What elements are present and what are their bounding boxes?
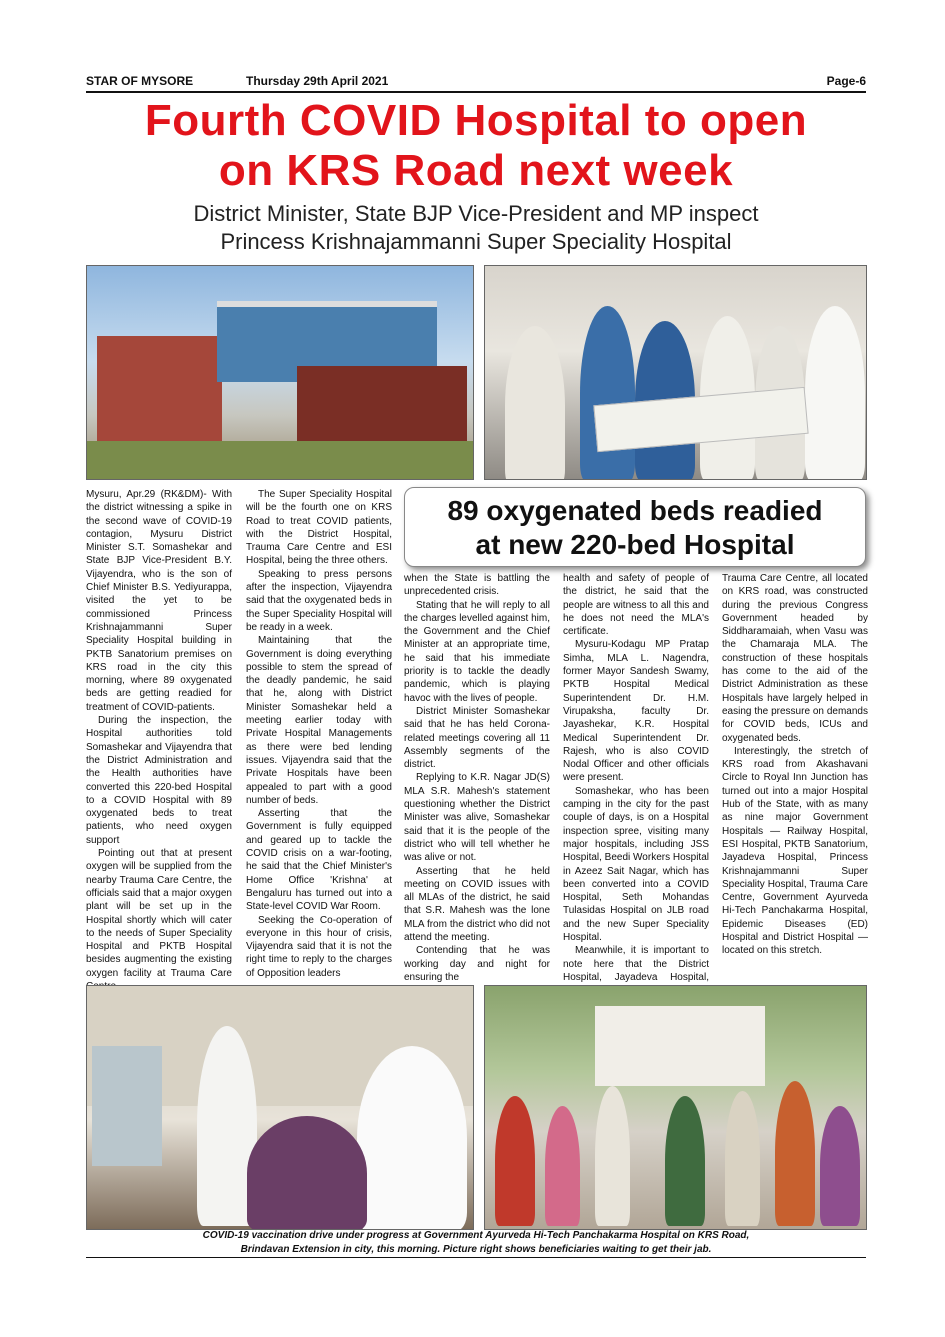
paragraph: The Super Speciality Hospital will be the fourth one on KRS Road to treat COVID patients, with the District Hospital, Trauma Care Centre and ESI Hospital, being the three others. (246, 489, 392, 567)
paragraph: Speaking to press persons after the inspection, Vijayendra said that the oxygenated beds in the Super Speciality Hospital will be ready in a week. (246, 568, 392, 633)
subheadline-line-1: District Minister, State BJP Vice-President and MP inspect (193, 201, 759, 226)
vaccination-photo (86, 985, 474, 1230)
subheadline (86, 200, 866, 256)
headline-line-2: on KRS Road next week (218, 146, 734, 195)
paragraph: Mysuru-Kodagu MP Pratap Simha, MLA L. Nagendra, former Mayor Sandesh Swamy, PKTB Hospital Medical Superintendent Dr. H.M. Virupaksha, faculty Dr. Jayashekar, K.R. Hospital Medical Superintendent Dr. Rajesh, who is also COVID Nodal Officer and other officials were present. (563, 639, 709, 784)
paragraph: when the State is battling the unprecedented crisis. (404, 573, 550, 598)
hospital-building-photo (86, 265, 474, 480)
paragraph: Somashekar, who has been camping in the city for the past couple of days, is on a Hospital inspection spree, visiting many major hospitals, including JSS Hospital, Beedi Workers Hospital in Azeez Sait Nagar, which has been converted into a COVID Hospital, Seth Mohandas Tulasidas Hospital on JLB road and the new Super Speciality Hospital. (563, 785, 709, 944)
paragraph: Meanwhile, it is important to note here that the District Hospital, Jayadeva Hospital, (563, 945, 709, 983)
paragraph: Replying to K.R. Nagar JD(S) MLA S.R. Mahesh's statement questioning whether the District Minister was alive, Somashekar said that it is the people of the district who will tell whether he was alive or not. (404, 772, 550, 864)
article-column-5 (722, 572, 868, 958)
paragraph: Trauma Care Centre, all located on KRS road, was constructed during the previous Congress Government headed by Siddharamaiah, when Vasu was the Chamaraja MLA. The construction of these hospitals has come to the aid of the District Administration as these Hospitals have largely helped in easing the pressure on demands for COVID beds, ICUs and oxygenated beds. (722, 573, 868, 744)
caption-line-1: COVID-19 vaccination drive under progress at Government Ayurveda Hi-Tech Panchakarma Hospital on KRS Road, (202, 1230, 750, 1241)
article-column-4 (563, 572, 709, 1011)
photo-caption (86, 1229, 866, 1257)
paragraph: Interestingly, the stretch of KRS road from Akashavani Circle to Royal Inn Junction has turned out into a major Hospital Hub of the State, with as many as nine major Government Hospitals — Railway Hospital, ESI Hospital, PKTB Sanatorium, Jayadeva Hospital, Princess Krishnajammanni Super Speciality Hospital, Trauma Care Centre, Government Ayurveda Hi-Tech Panchakarma Hospital, Epidemic Diseases (ED) Hospital and District Hospital — located on this stretch. (722, 745, 868, 957)
headline (70, 96, 882, 196)
paragraph: Seeking the Co-operation of everyone in this hour of crisis, Vijayendra said that it is not the right time to reply to the charges of Opposition leaders (246, 914, 392, 979)
top-rule (86, 91, 866, 93)
paragraph: District Minister Somashekar said that he has held Corona-related meetings covering all 11 Assembly segments of the district. (404, 705, 550, 771)
pullquote-line-2: at new 220-bed Hospital (475, 529, 795, 560)
paragraph: Asserting that the Government is fully equipped and geared up to tackle the COVID crisis on a war-footing, he said that the Chief Minister's Home Office 'Krishna' at Bengaluru has turned out into a State-level COVID War Room. (246, 808, 392, 913)
headline-line-1: Fourth COVID Hospital to open (144, 96, 808, 145)
paragraph: Maintaining that the Government is doing everything possible to stem the spread of the deadly pandemic, he said that he, along with District Minister Somashekar held a meeting earlier today with Private Hospital Managements as there were bed lending issues. Vijayendra said that the Private Hospitals have been appealed to part with a good number of beds. (246, 635, 392, 806)
article-column-3 (404, 572, 550, 984)
beneficiaries-waiting-photo (484, 985, 867, 1230)
paragraph: health and safety of people of the district, he said that the people are witness to all this and he does not need the MLA's certificate. (563, 573, 709, 638)
caption-line-2: Brindavan Extension in city, this morning. Picture right shows beneficiaries waiting to get their jab. (240, 1244, 712, 1255)
pullquote-box (404, 487, 866, 567)
publication-name: STAR OF MYSORE (86, 74, 194, 88)
article-column-2 (246, 488, 392, 980)
paragraph: Mysuru, Apr.29 (RK&DM)- With the district witnessing a spike in the second wave of COVID-19 contagion, Mysuru District Minister S.T. Somashekar and State BJP Vice-President B.Y. Vijayendra, who is the son of Chief Minister B.S. Yediyurappa, visited the yet to be commissioned Princess Krishnajammanni Super Speciality Hospital building in PKTB Sanatorium premises on KRS road in the city this morning, where 89 oxygenated beds are getting readied for treatment of COVID-patients. (86, 489, 232, 713)
subheadline-line-2: Princess Krishnajammanni Super Speciality Hospital (220, 229, 732, 254)
page-number: Page-6 (826, 74, 866, 88)
article-column-1 (86, 488, 232, 993)
bottom-rule (86, 1257, 866, 1258)
masthead-bar (86, 72, 866, 90)
paragraph: Contending that he was working day and night for ensuring the (404, 945, 550, 983)
issue-date: Thursday 29th April 2021 (246, 74, 389, 88)
paragraph: Stating that he will reply to all the charges levelled against him, the Government and the Chief Minister at an appropriate time, he said that his immediate priority is to tackle the deadly pandemic, which is playing havoc with the lives of people. (404, 599, 550, 704)
officials-inspection-photo (484, 265, 867, 480)
pullquote-line-1: 89 oxygenated beds readied (447, 495, 823, 526)
paragraph: During the inspection, the Hospital authorities told Somashekar and Vijayendra that the District Administration and the Health authorities have converted this 220-bed Hospital to a COVID Hospital with 89 oxygenated beds to treat patients, who need oxygen support (86, 715, 232, 846)
paragraph: Pointing out that at present oxygen will be supplied from the nearby Trauma Care Centre, the officials said that a major oxygen plant will be set up in the Hospital shortly which will cater to the needs of Super Speciality Hospital and PKTB Hospital besides augmenting the existing oxygen facility at Trauma Care (86, 848, 232, 979)
paragraph: Asserting that he held meeting on COVID issues with all MLAs of the district, he said that S.R. Mahesh was the lone MLA from the district who did not attend the meeting. (404, 865, 550, 944)
